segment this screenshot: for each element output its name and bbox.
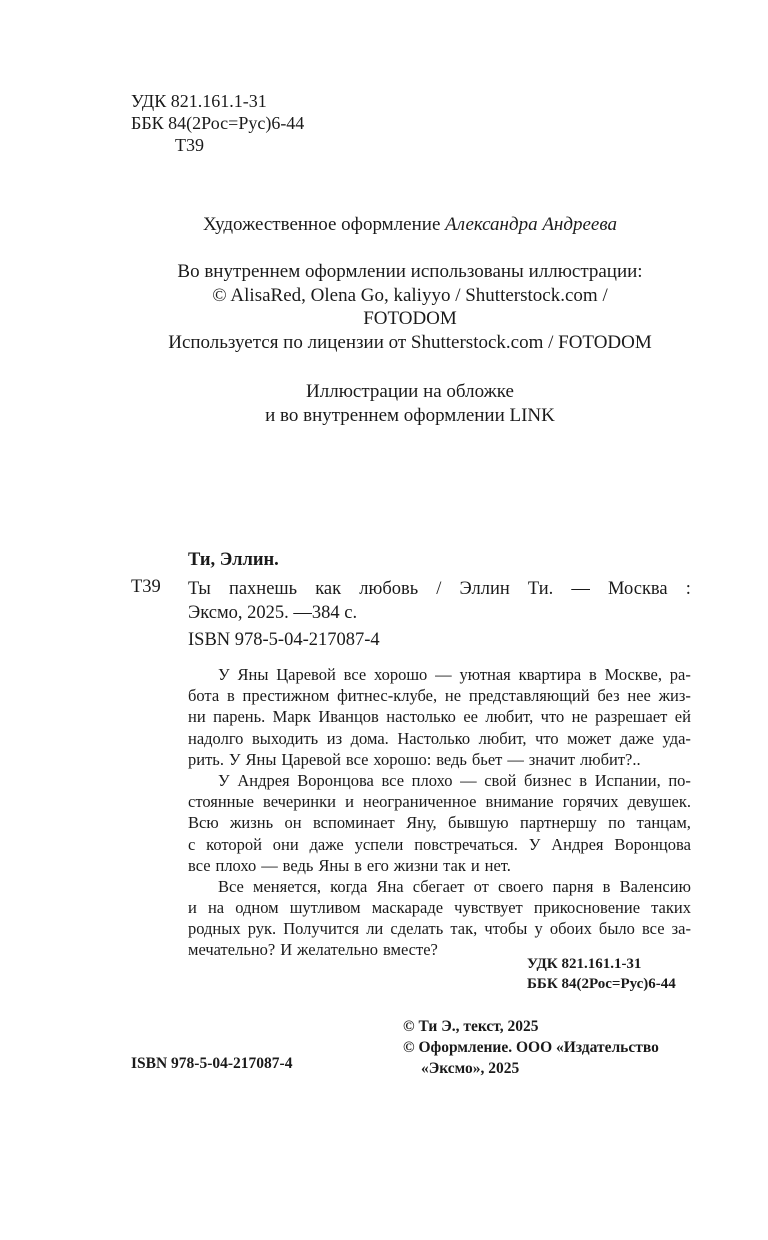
annotation-word: ли	[366, 919, 384, 939]
annotation-word: любит?..	[580, 749, 641, 769]
annotation-word: жизни	[393, 855, 439, 875]
annotation-line	[188, 876, 691, 897]
annotation-word: ведь	[436, 749, 467, 769]
annotation-word: горячих	[562, 792, 619, 812]
annotation-word: И	[280, 940, 293, 960]
annotation-line	[188, 834, 691, 855]
annotation-word: в	[226, 686, 235, 706]
annotation-word: ра-	[669, 665, 691, 684]
annotation-word: У	[218, 665, 230, 684]
annotation-line	[188, 918, 691, 939]
annotation-word: маскараде	[371, 898, 444, 918]
annotation-word: уютная	[459, 665, 511, 684]
annotation-word: все	[641, 919, 665, 939]
copyright-design-line-1: © Оформление. ООО «Издательство	[403, 1039, 659, 1056]
annotation-word: нее	[627, 686, 651, 706]
annotation-word: ведь	[282, 855, 314, 875]
annotation-word: вечеринки	[263, 792, 336, 812]
annotation-word: своего	[498, 876, 544, 896]
annotation-word: его	[366, 855, 389, 875]
annotation-word: обоих	[549, 919, 592, 939]
annotation-word: бизнес	[523, 770, 572, 790]
footer-classification	[527, 954, 676, 994]
annotation-word: сбегает	[412, 876, 465, 896]
annotation-word: не	[571, 707, 588, 727]
bibliography-title-word: Ты	[188, 579, 211, 599]
bibliography-title-word: Москва	[608, 579, 668, 599]
annotation-word: они	[272, 834, 299, 854]
annotation-word: все	[381, 770, 405, 790]
annotation-word: таких	[651, 898, 691, 918]
annotation-word: бывшую	[448, 813, 509, 833]
annotation-word: дома.	[350, 728, 389, 748]
annotation-word: Настолько	[397, 728, 471, 748]
annotation-word: Воронцова	[297, 770, 374, 790]
annotation-word: Валенсию	[619, 876, 691, 896]
annotation-word: значит	[528, 749, 576, 769]
annotation-word: в	[579, 770, 588, 790]
annotation-line	[188, 664, 691, 685]
annotation-word: Иванцов	[318, 707, 379, 727]
annotation-line	[188, 706, 691, 727]
annotation-word: У	[528, 834, 541, 854]
annotation-word: меняется,	[253, 876, 321, 896]
annotation-word: Все	[218, 876, 244, 896]
annotation-word: престижном	[242, 686, 330, 706]
annotation-word: танцам,	[636, 813, 691, 833]
annotation-line	[188, 812, 691, 833]
bbk-code: ББК 84(2Рос=Рус)6-44	[131, 113, 305, 133]
annotation-line	[188, 749, 691, 770]
annotation-word: все	[345, 749, 369, 769]
annotation-word: плохо	[215, 855, 257, 875]
cover-credit-line-2: и во внутреннем оформлении LINK	[265, 405, 555, 426]
annotation-word: что	[540, 707, 565, 727]
annotation-line	[188, 791, 691, 812]
annotation-word: ее	[463, 707, 478, 727]
annotation-line	[188, 728, 691, 749]
annotation-word: и	[188, 898, 197, 918]
annotation-word: представляющий	[468, 686, 590, 706]
annotation-word: все	[188, 855, 211, 875]
annotation-word: хорошо	[373, 665, 428, 684]
annotation-word: Всю	[188, 813, 219, 833]
annotation-word: по-	[668, 770, 691, 790]
annotation-word: любит,	[485, 707, 534, 727]
annotation-word: в	[354, 855, 362, 875]
annotation-line	[188, 770, 691, 791]
annotation-word: прикосновение	[533, 898, 641, 918]
annotation-word: ей	[674, 707, 691, 727]
footer-isbn: ISBN 978-5-04-217087-4	[131, 1055, 293, 1072]
annotation-word: сделать	[390, 919, 444, 939]
annotation-word: шутливом	[289, 898, 361, 918]
annotation-word: Испании,	[594, 770, 661, 790]
annotation-word: Царевой	[276, 665, 336, 684]
annotation-word: может	[567, 728, 612, 748]
annotation-word: фитнес-клубе,	[337, 686, 438, 706]
annotation-word: у	[534, 919, 543, 939]
illustrations-credit-line-1: Во внутреннем оформлении использованы иллюстрации:	[177, 261, 643, 282]
bibliography-title-word: пахнешь	[228, 579, 298, 599]
annotation-word: уда-	[662, 728, 691, 748]
annotation-word: нет.	[484, 855, 511, 875]
footer-udk-code: УДК 821.161.1-31	[527, 956, 642, 972]
annotation-word: Яны	[245, 749, 277, 769]
bibliography-publisher-line: Эксмо, 2025. —384 с.	[188, 603, 358, 623]
annotation-word: —	[460, 770, 477, 790]
annotation-word: вместе?	[383, 940, 438, 960]
annotation-word: бьет	[471, 749, 503, 769]
annotation-word: родных	[188, 919, 241, 939]
annotation-line	[188, 685, 691, 706]
annotation-word: рук.	[247, 919, 277, 939]
annotation-word: хорошо:	[373, 749, 432, 769]
annotation-word: —	[261, 855, 278, 875]
annotation-word: мечательно?	[188, 940, 276, 960]
annotation-word: даже	[309, 834, 344, 854]
license-line: Используется по лицензии от Shutterstock.com / FOTODOM	[168, 332, 652, 353]
annotation-word: Получится	[283, 919, 360, 939]
annotation-word: жиз-	[658, 686, 691, 706]
annotation-word: даже	[619, 728, 654, 748]
copyright-design-line-2: «Эксмо», 2025	[421, 1060, 520, 1077]
annotation-word: Марк	[272, 707, 311, 727]
design-credit-label: Художественное оформление	[203, 214, 446, 235]
annotation-word: плохо	[411, 770, 453, 790]
annotation-word: свой	[484, 770, 517, 790]
annotation-word: жизнь	[230, 813, 274, 833]
annotation-line	[188, 855, 691, 876]
annotation-word: Андрея	[237, 770, 290, 790]
classification-block	[131, 90, 304, 156]
annotation-word: с	[188, 834, 196, 854]
annotation-word: У	[218, 770, 230, 790]
annotation-word: рить.	[188, 749, 224, 769]
annotation-word: ни	[188, 707, 206, 727]
annotation-word: Андрея	[551, 834, 604, 854]
copyright-text: © Ти Э., текст, 2025	[403, 1018, 539, 1035]
annotation-word: парень.	[213, 707, 266, 727]
bibliography-isbn: ISBN 978-5-04-217087-4	[188, 630, 380, 650]
bibliography-title-word: любовь	[359, 579, 419, 599]
annotation-word: он	[284, 813, 302, 833]
annotation-word: повстречаться.	[414, 834, 518, 854]
design-credit	[0, 213, 768, 237]
annotation-word: желательно	[297, 940, 379, 960]
bibliography-mark: Т39	[131, 577, 161, 597]
annotation-word: по	[608, 813, 626, 833]
annotation-word: за-	[671, 919, 691, 939]
annotation-word: бота	[188, 686, 220, 706]
footer-bbk-code: ББК 84(2Рос=Рус)6-44	[527, 976, 676, 992]
annotation-word: Воронцова	[614, 834, 691, 854]
annotation-word: и	[345, 792, 354, 812]
annotation-word: любит,	[478, 728, 527, 748]
annotation-word: неограниченное	[363, 792, 477, 812]
annotation-word: Яны	[318, 855, 350, 875]
bibliography-title-word: —	[571, 579, 590, 599]
copyright-block	[403, 1016, 659, 1079]
bibliography-title-word: Эллин	[459, 579, 510, 599]
annotation-word: так,	[450, 919, 478, 939]
annotation-word: парня	[552, 876, 594, 896]
annotation-line	[188, 897, 691, 918]
annotation-word: разрешает	[595, 707, 668, 727]
annotation-word: не	[444, 686, 462, 706]
annotation-word: успели	[354, 834, 404, 854]
illustrations-credit-line-2: © AlisaRed, Olena Go, kaliyyo / Shutterstock.com /	[212, 285, 608, 306]
bibliography-title-word: /	[436, 579, 442, 599]
annotation-word: Москве,	[604, 665, 662, 684]
udk-code: УДК 821.161.1-31	[131, 91, 267, 111]
annotation-word: когда	[330, 876, 368, 896]
annotation-word: —	[435, 665, 452, 684]
annotation	[188, 664, 691, 961]
annotation-word: из	[326, 728, 343, 748]
bibliography-title-line	[188, 577, 691, 601]
annotation-word: внимание	[485, 792, 554, 812]
annotation-word: Яну,	[406, 813, 437, 833]
annotation-word: У	[228, 749, 241, 769]
bibliography-title-word: как	[315, 579, 342, 599]
annotation-word: что	[535, 728, 559, 748]
author-mark: Т39	[175, 135, 204, 155]
annotation-word: девушек.	[627, 792, 691, 812]
annotation-word: Яна	[376, 876, 404, 896]
bibliography-title-word: Ти.	[527, 579, 554, 599]
annotation-word: и	[470, 855, 480, 875]
bibliography-title-word: :	[685, 579, 691, 599]
annotation-word: от	[473, 876, 489, 896]
annotation-word: на	[207, 898, 225, 918]
annotation-word: выходить	[251, 728, 319, 748]
design-credit-name: Александра Андреева	[445, 214, 617, 235]
annotation-word: настолько	[386, 707, 456, 727]
annotation-word: без	[597, 686, 620, 706]
annotation-word: одном	[235, 898, 279, 918]
annotation-word: все	[343, 665, 367, 684]
annotation-word: партнершу	[519, 813, 597, 833]
illustrations-credit-line-3: FOTODOM	[363, 308, 457, 329]
annotation-word: —	[507, 749, 524, 769]
annotation-word: чувствует	[454, 898, 523, 918]
annotation-word: Царевой	[281, 749, 341, 769]
annotation-word: так	[443, 855, 466, 875]
annotation-word: Яны	[237, 665, 269, 684]
annotation-word: было	[598, 919, 635, 939]
bibliography-author: Ти, Эллин.	[188, 550, 279, 570]
annotation-word: вспоминает	[312, 813, 395, 833]
annotation-word: которой	[206, 834, 262, 854]
annotation-word: в	[588, 665, 597, 684]
annotation-word: стоянные	[188, 792, 254, 812]
annotation-word: квартира	[518, 665, 582, 684]
annotation-word: надолго	[188, 728, 244, 748]
annotation-word: в	[602, 876, 611, 896]
annotation-word: чтобы	[484, 919, 528, 939]
bibliography-entry	[188, 577, 691, 625]
cover-credit-line-1: Иллюстрации на обложке	[306, 381, 514, 402]
